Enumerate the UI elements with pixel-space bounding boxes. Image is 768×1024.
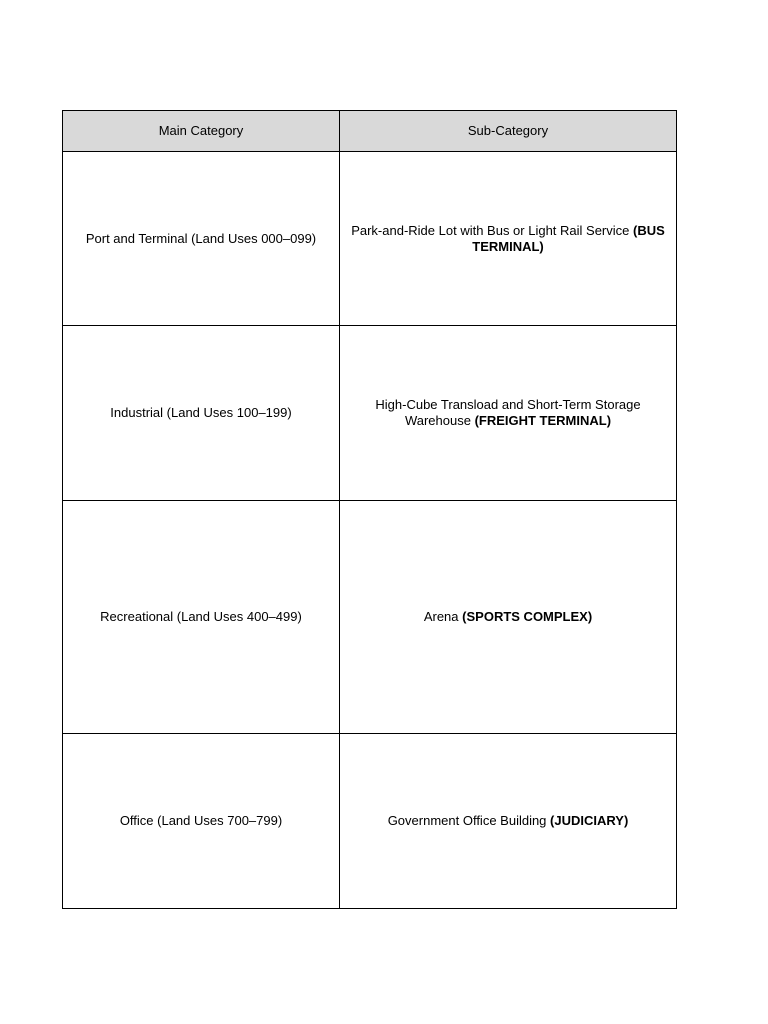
main-category-cell: Office (Land Uses 700–799) [63, 734, 340, 909]
sub-category-tag: (JUDICIARY) [550, 813, 629, 828]
land-use-table [62, 110, 677, 909]
sub-category-tag: (FREIGHT TERMINAL) [474, 413, 612, 428]
sub-category-text: Arena [423, 609, 459, 624]
table-row [63, 152, 677, 326]
sub-category-tag: (BUS TERMINAL) [472, 222, 665, 254]
sub-category-text: High-Cube Transload and Short-Term Storage Warehouse [375, 397, 641, 428]
sub-category-text: Park-and-Ride Lot with Bus or Light Rail Service [351, 222, 630, 238]
sub-category-cell [340, 152, 677, 326]
header-sub-category: Sub-Category [340, 111, 677, 152]
header-main-category: Main Category [63, 111, 340, 152]
table-header-row [63, 111, 677, 152]
table-row [63, 734, 677, 909]
sub-category-text: Government Office Building [387, 813, 547, 828]
sub-category-cell [340, 734, 677, 909]
sub-category-cell [340, 326, 677, 501]
main-category-cell: Industrial (Land Uses 100–199) [63, 326, 340, 501]
sub-category-cell [340, 501, 677, 734]
table-row [63, 326, 677, 501]
sub-category-tag: (SPORTS COMPLEX) [462, 609, 593, 624]
main-category-cell: Recreational (Land Uses 400–499) [63, 501, 340, 734]
table-row [63, 501, 677, 734]
main-category-cell: Port and Terminal (Land Uses 000–099) [63, 152, 340, 326]
